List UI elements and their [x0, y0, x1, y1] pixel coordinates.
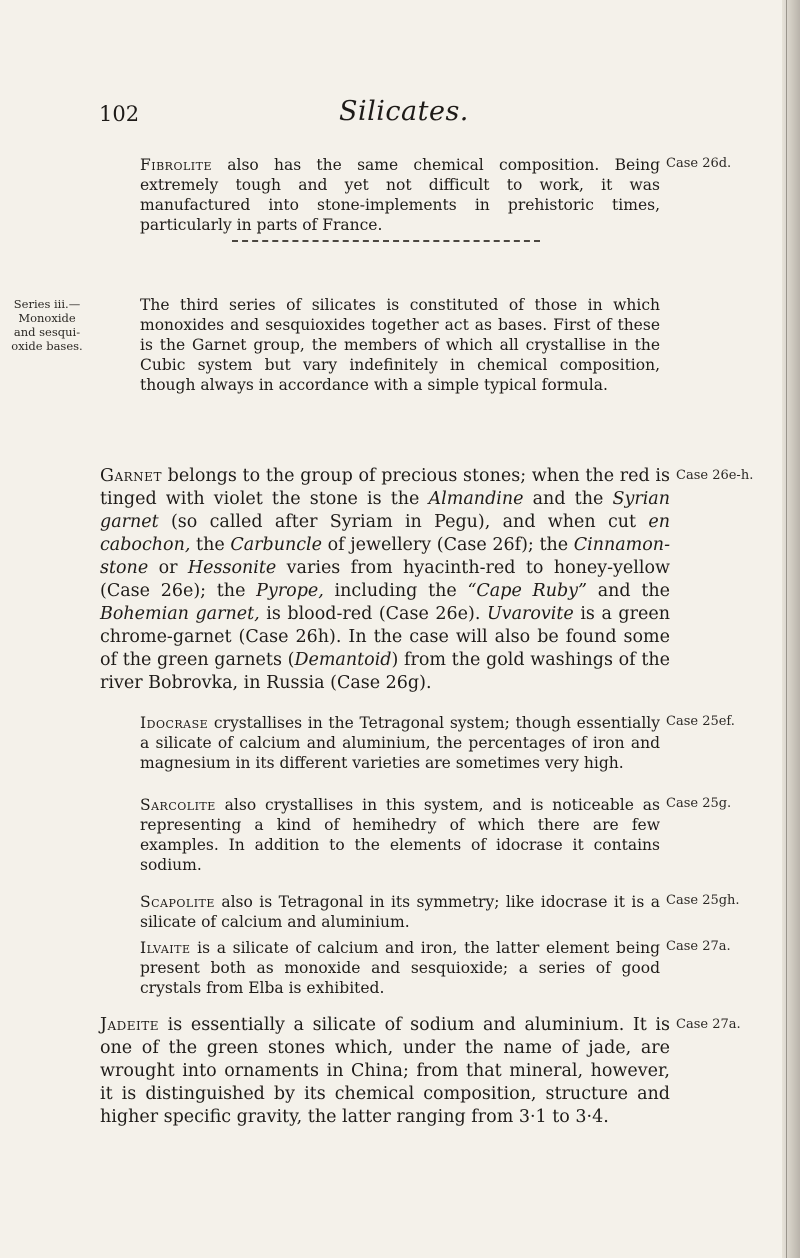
- margin-note-series: [10, 297, 84, 353]
- page-edge: [782, 0, 800, 1258]
- paragraph-text: including the: [323, 581, 468, 601]
- paragraph-ilvaite: [140, 938, 660, 998]
- term-cape-ruby: “Cape Ruby”: [467, 581, 587, 601]
- case-ref-jadeite: Case 27a.: [676, 1017, 741, 1032]
- term-uvarovite: Uvarovite: [486, 604, 574, 624]
- term-pyrope: Pyrope,: [256, 581, 324, 601]
- section-divider: [232, 240, 540, 242]
- paragraph-text: and the: [587, 581, 670, 601]
- paragraph-text: of jewellery (Case 26f); the: [322, 535, 574, 555]
- term-carbuncle: Carbuncle: [230, 535, 322, 555]
- paragraph-jadeite: [100, 1014, 670, 1129]
- term-en-cabochon: en cabochon,: [100, 512, 670, 555]
- case-ref-garnet: Case 26e-h.: [676, 468, 754, 483]
- paragraph-text: is a green chrome-garnet (Case 26h). In the case will also be found some of the green garnets (: [100, 604, 670, 670]
- term-almandine: Almandine: [428, 489, 524, 509]
- running-title: Silicates.: [339, 96, 469, 127]
- case-ref-ilvaite: Case 27a.: [666, 939, 731, 954]
- term-sarcolite: Sarcolite: [140, 796, 216, 814]
- margin-note-line: Monoxide: [18, 311, 76, 325]
- term-demantoid: Demantoid: [294, 650, 392, 670]
- paragraph-text: ) from the gold washings of the river Bobrovka, in Russia (Case 26g).: [100, 650, 670, 693]
- margin-note-line: oxide bases.: [11, 339, 83, 353]
- term-fibrolite: Fibrolite: [140, 156, 213, 174]
- page-number: 102: [99, 102, 140, 126]
- term-bohemian-garnet: Bohemian garnet,: [100, 604, 260, 624]
- paragraph-fibrolite: [140, 155, 660, 235]
- case-ref-scapolite: Case 25gh.: [666, 893, 740, 908]
- term-scapolite: Scapolite: [140, 893, 215, 911]
- paragraph-idocrase: [140, 713, 660, 773]
- paragraph-text: the: [190, 535, 231, 555]
- term-garnet: Garnet: [100, 466, 162, 486]
- paragraph-text: also has the same chemical composition. Being extremely tough and yet not difficult to work, it was manufactured into stone-implements in prehistoric times, particularly in parts of France.: [140, 156, 660, 234]
- case-ref-fibrolite: Case 26d.: [666, 156, 732, 171]
- paragraph-text: is a silicate of calcium and iron, the latter element being present both as monoxide and sesquioxide; a series of good crystals from Elba is exhibited.: [140, 939, 660, 997]
- paragraph-text: belongs to the group of precious stones; when the red is tinged with violet the stone is the: [100, 466, 670, 509]
- term-hessonite: Hessonite: [187, 558, 277, 578]
- paragraph-text: is blood-red (Case 26e).: [259, 604, 487, 624]
- term-ilvaite: Ilvaite: [140, 939, 191, 957]
- margin-note-line: Series iii.—: [13, 297, 81, 311]
- case-ref-sarcolite: Case 25g.: [666, 796, 732, 811]
- term-syrian-garnet: Syrian garnet: [100, 489, 670, 532]
- paragraph-text: varies from hyacinth-red to honey-yellow (Case 26e); the: [100, 558, 670, 601]
- margin-note-line: and sesqui-: [13, 325, 81, 339]
- paragraph-sarcolite: [140, 795, 660, 875]
- paragraph-text: also crystallises in this system, and is noticeable as representing a kind of hemihedry of which there are few examples. In addition to the elements of idocrase it contains sodium.: [140, 796, 660, 874]
- term-jadeite: Jadeite: [100, 1015, 160, 1035]
- term-idocrase: Idocrase: [140, 714, 209, 732]
- paragraph-text: or: [148, 558, 188, 578]
- paragraph-series: The third series of silicates is constituted of those in which monoxides and sesquioxides together act as bases. First of these is the Garnet group, the members of which all crystallise in the Cubic system but vary indefinitely in chemical composition, though always in accordance with a simple typical formula.: [140, 296, 660, 394]
- paragraph-text: and the: [523, 489, 613, 509]
- case-ref-idocrase: Case 25ef.: [666, 714, 735, 729]
- paragraph-text: crystallises in the Tetragonal system; though essentially a silicate of calcium and aluminium, the percentages of iron and magnesium in its different varieties are sometimes very high.: [140, 714, 660, 772]
- term-cinnamon-stone: Cinnamon-stone: [100, 535, 670, 578]
- paragraph-text: also is Tetragonal in its symmetry; like idocrase it is a silicate of calcium and aluminium.: [140, 893, 660, 931]
- paragraph-text: is essentially a silicate of sodium and aluminium. It is one of the green stones which, under the name of jade, are wrought into ornaments in China; from that mineral, however, it is distinguished by its chemical composition, structure and higher specific gravity, the latter ranging from 3·1 to 3·4.: [100, 1015, 670, 1127]
- paragraph-text: (so called after Syriam in Pegu), and when cut: [158, 512, 649, 532]
- paragraph-garnet: [100, 465, 670, 695]
- paragraph-scapolite: [140, 892, 660, 932]
